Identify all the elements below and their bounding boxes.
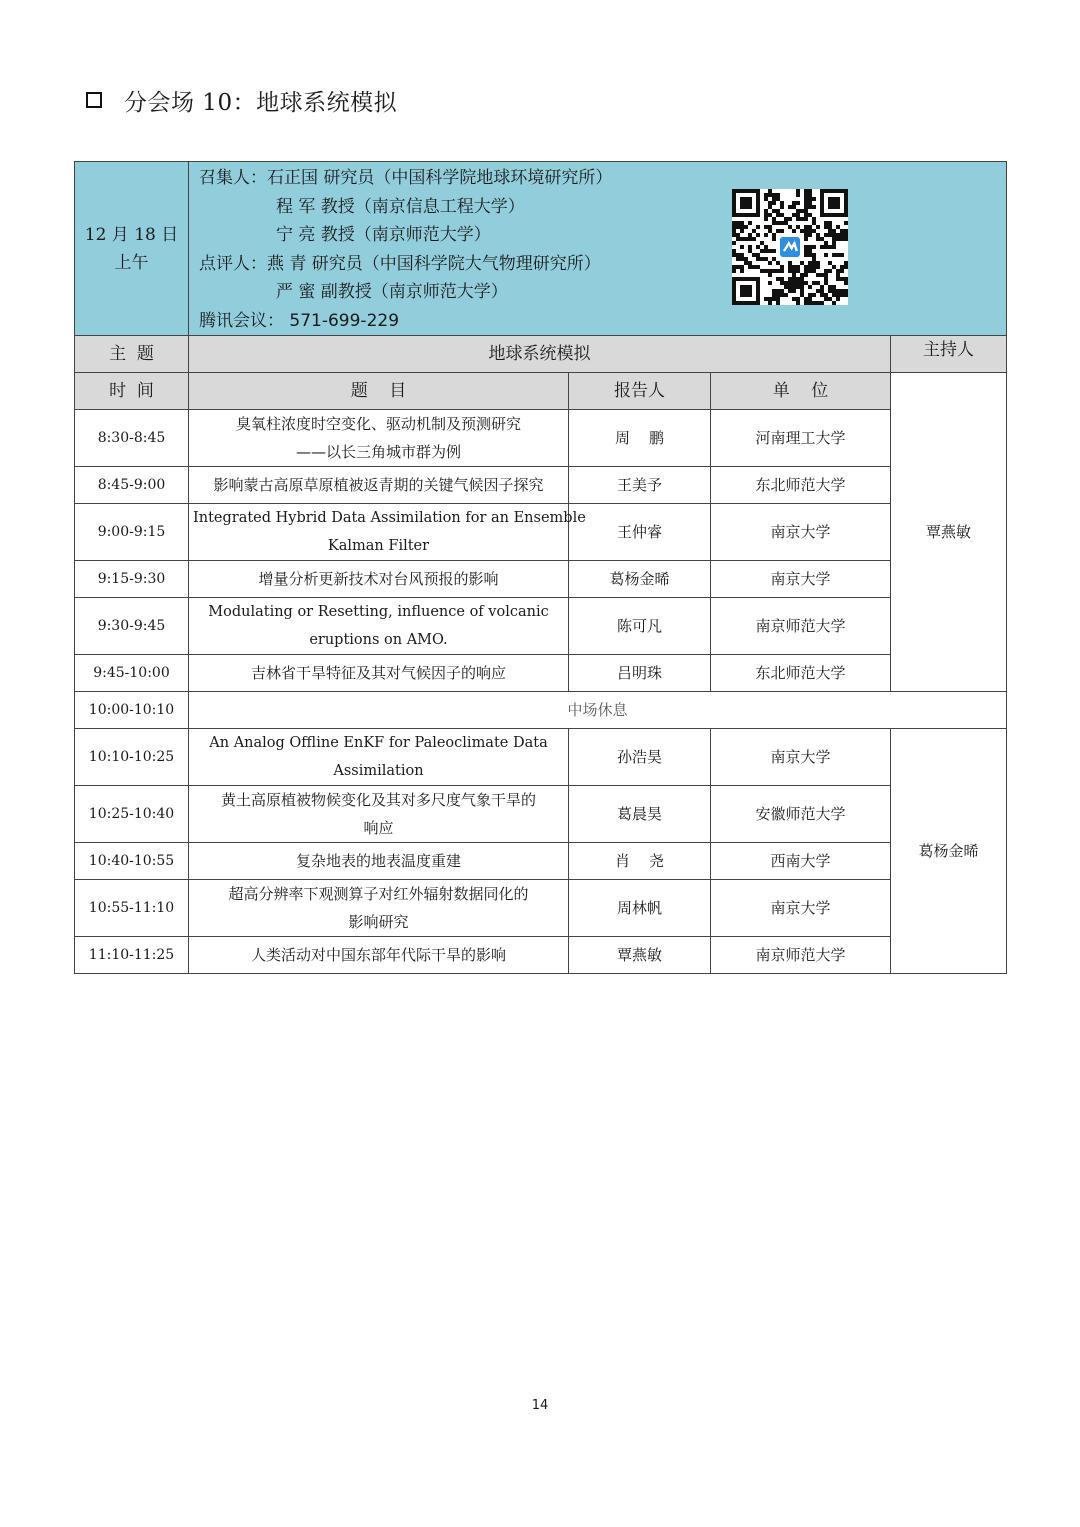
talk-title-cell — [189, 467, 569, 504]
session-date: 12 月 18 日 — [84, 224, 179, 245]
theme-label: 主 题 — [75, 336, 189, 373]
session-row — [75, 843, 1007, 880]
talk-title-cell — [189, 561, 569, 598]
speaker-cell: 孙浩昊 — [569, 729, 711, 786]
talk-title-line: eruptions on AMO. — [309, 632, 448, 648]
talk-title-cell — [189, 786, 569, 843]
speaker-cell: 覃燕敏 — [569, 937, 711, 974]
host-cell-2: 葛杨金晞 — [891, 729, 1007, 974]
col-speaker-header: 报告人 — [569, 373, 711, 410]
unit-cell: 西南大学 — [711, 843, 891, 880]
talk-title-cell — [189, 880, 569, 937]
speaker-cell: 陈可凡 — [569, 598, 711, 655]
time-cell: 9:15-9:30 — [75, 561, 189, 598]
convener-line-2: 程 军 教授（南京信息工程大学） — [276, 196, 525, 217]
section-heading — [86, 82, 397, 118]
date-cell — [75, 162, 189, 336]
column-header-row — [75, 373, 1007, 410]
time-cell: 10:00-10:10 — [75, 692, 189, 729]
talk-title-line: Kalman Filter — [327, 538, 430, 554]
speaker-cell: 葛杨金晞 — [569, 561, 711, 598]
time-cell: 10:55-11:10 — [75, 880, 189, 937]
unit-cell: 南京大学 — [711, 729, 891, 786]
unit-cell: 东北师范大学 — [711, 467, 891, 504]
speaker-cell: 王仲睿 — [569, 504, 711, 561]
host-label: 主持人 — [891, 336, 1007, 373]
schedule-table — [74, 161, 1007, 974]
speaker-cell: 肖 尧 — [569, 843, 711, 880]
speaker-cell: 吕明珠 — [569, 655, 711, 692]
talk-title-line: Modulating or Resetting, influence of volcanic — [208, 604, 549, 620]
theme-value: 地球系统模拟 — [189, 336, 891, 373]
talk-title-cell — [189, 843, 569, 880]
talk-title-line: 黄土高原植被物候变化及其对多尺度气象干旱的 — [220, 791, 536, 809]
info-row — [75, 162, 1007, 336]
session-row — [75, 786, 1007, 843]
talk-title-cell — [189, 504, 586, 561]
time-cell: 8:30-8:45 — [75, 410, 189, 467]
talk-title-line: 臭氧柱浓度时空变化、驱动机制及预测研究 — [235, 415, 521, 433]
talk-title-line: Assimilation — [333, 763, 424, 779]
talk-title-line: 人类活动对中国东部年代际干旱的影响 — [250, 946, 506, 964]
time-cell: 10:10-10:25 — [75, 729, 189, 786]
unit-cell: 东北师范大学 — [711, 655, 891, 692]
speaker-cell: 王美予 — [569, 467, 711, 504]
checkbox-bullet-icon — [86, 92, 102, 108]
session-row — [75, 467, 1007, 504]
time-cell: 11:10-11:25 — [75, 937, 189, 974]
convener-line-1: 召集人：石正国 研究员（中国科学院地球环境研究所） — [199, 168, 613, 188]
unit-cell: 河南理工大学 — [711, 410, 891, 467]
section-title: 分会场 10：地球系统模拟 — [124, 89, 398, 116]
session-row — [75, 655, 1007, 692]
unit-cell: 安徽师范大学 — [711, 786, 891, 843]
unit-cell: 南京大学 — [711, 880, 891, 937]
break-row — [75, 692, 1007, 729]
speaker-cell: 周林帆 — [569, 880, 711, 937]
talk-title-line: 超高分辨率下观测算子对红外辐射数据同化的 — [228, 885, 529, 903]
time-cell: 10:25-10:40 — [75, 786, 189, 843]
session-period: 上午 — [114, 252, 149, 273]
session-row — [75, 729, 1007, 786]
session-row — [75, 937, 1007, 974]
time-cell: 8:45-9:00 — [75, 467, 189, 504]
talk-title-line: 影响研究 — [348, 913, 409, 931]
talk-title-line: 吉林省干旱特征及其对气候因子的响应 — [250, 664, 506, 682]
host-cell-1: 覃燕敏 — [891, 373, 1007, 692]
unit-cell: 南京大学 — [711, 561, 891, 598]
session-row — [75, 410, 1007, 467]
reviewer-line-1: 点评人：燕 青 研究员（中国科学院大气物理研究所） — [199, 253, 601, 274]
talk-title-line: ——以长三角城市群为例 — [295, 443, 461, 461]
session-row — [75, 561, 1007, 598]
break-cell: 中场休息 — [189, 692, 1007, 729]
talk-title-line: Integrated Hybrid Data Assimilation for an Ensemble — [193, 510, 586, 526]
session-row — [75, 880, 1007, 937]
session-row — [75, 598, 1007, 655]
unit-cell: 南京师范大学 — [711, 598, 891, 655]
theme-row — [75, 336, 1007, 373]
talk-title-cell — [189, 598, 569, 655]
session-row — [75, 504, 1007, 561]
unit-cell: 南京师范大学 — [711, 937, 891, 974]
time-cell: 9:00-9:15 — [75, 504, 189, 561]
col-title-header: 题 目 — [189, 373, 569, 410]
speaker-cell: 葛晨昊 — [569, 786, 711, 843]
qr-code-icon[interactable] — [732, 189, 848, 305]
talk-title-line: 响应 — [363, 819, 394, 837]
talk-title-cell — [189, 729, 569, 786]
convener-line-3: 宁 亮 教授（南京师范大学） — [276, 225, 491, 245]
talk-title-cell — [189, 655, 569, 692]
page-number: 14 — [531, 1398, 549, 1413]
talk-title-cell — [189, 937, 569, 974]
talk-title-line: An Analog Offline EnKF for Paleoclimate Data — [209, 735, 548, 751]
talk-title-cell — [189, 410, 569, 467]
tencent-meeting-line: 腾讯会议： 571-699-229 — [199, 310, 400, 331]
col-time-header: 时 间 — [75, 373, 189, 410]
talk-title-line: 影响蒙古高原草原植被返青期的关键气候因子探究 — [213, 476, 544, 494]
reviewer-line-2: 严 蜜 副教授（南京师范大学） — [276, 282, 508, 302]
time-cell: 9:45-10:00 — [75, 655, 189, 692]
unit-cell: 南京大学 — [711, 504, 891, 561]
talk-title-line: 复杂地表的地表温度重建 — [295, 852, 461, 870]
organizers-cell — [189, 162, 1007, 336]
time-cell: 9:30-9:45 — [75, 598, 189, 655]
time-cell: 10:40-10:55 — [75, 843, 189, 880]
col-unit-header: 单 位 — [711, 373, 891, 410]
talk-title-line: 增量分析更新技术对台风预报的影响 — [258, 570, 499, 588]
speaker-cell: 周 鹏 — [569, 410, 711, 467]
